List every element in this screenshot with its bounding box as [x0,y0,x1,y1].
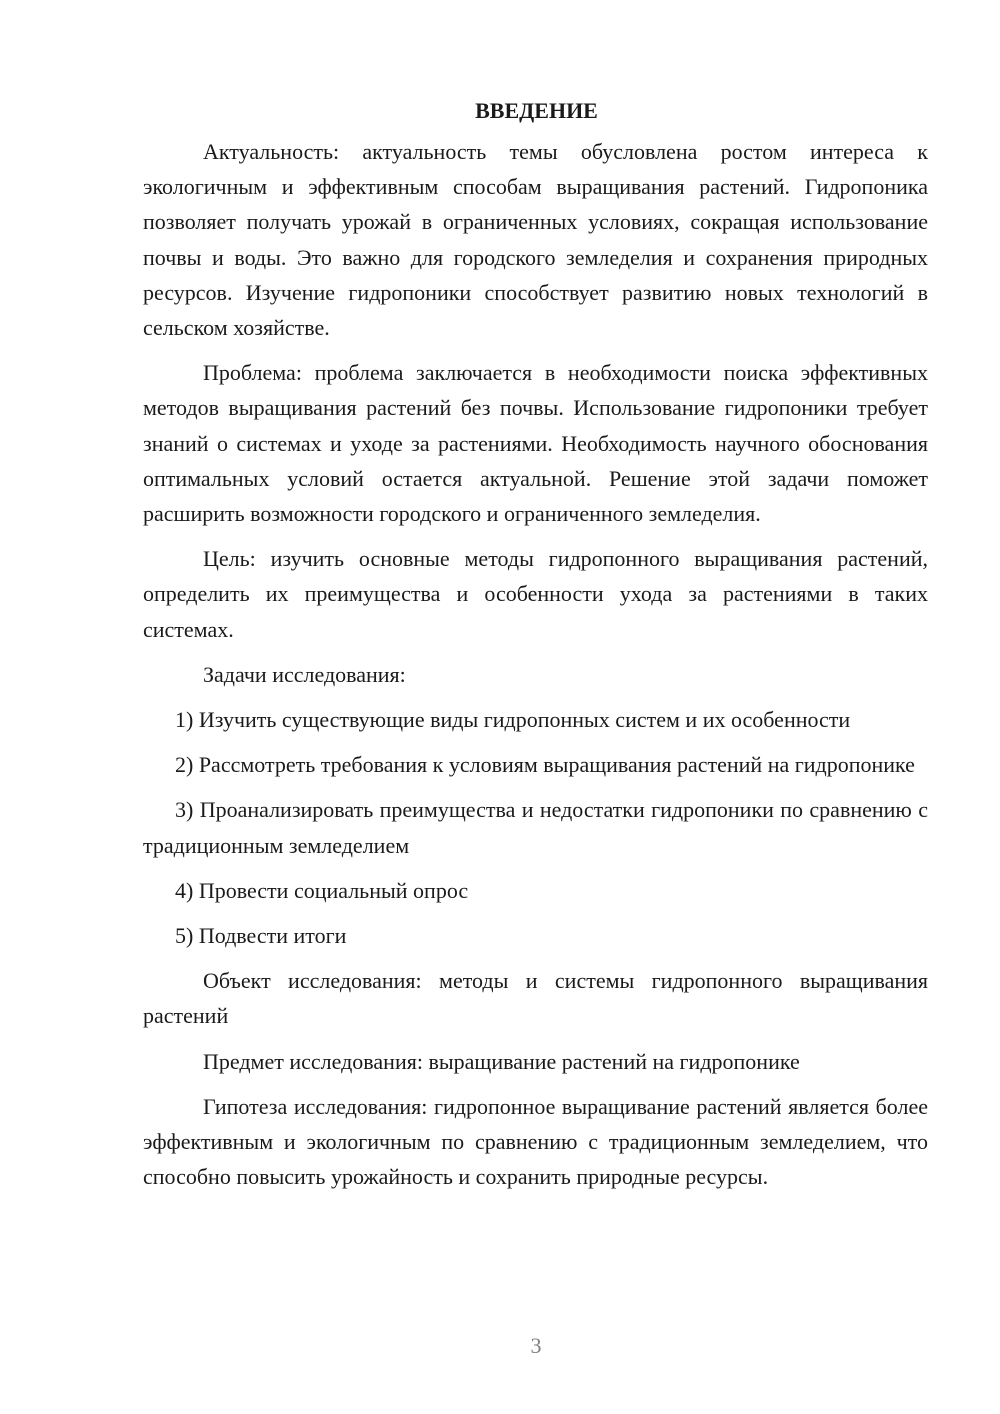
page-number: 3 [530,1333,542,1358]
task-item-2: 2) Рассмотреть требования к условиям выращивания растений на гидропонике [175,752,915,778]
task-item-1: 1) Изучить существующие виды гидропонных систем и их особенности [175,707,851,733]
hypothesis-paragraph: Гипотеза исследования: гидропонное выращивание растений является более эффективным и экологичным по сравнению с традиционным земледелием, что способно повысить урожайность и сохранить природные ресурсы. [143,1093,928,1190]
task-item-4: 4) Провести социальный опрос [175,877,469,903]
problem-paragraph: Проблема: проблема заключается в необходимости поиска эффективных методов выращивания растений без почвы. Использование гидропоники требует знаний о системах и уходе за растениями. Необходимость научного обоснования оптимальных условий остается актуальной. Решение этой задачи поможет расширить возможности городского и ограниченного земледелия. [143,360,928,527]
section-heading: ВВЕДЕНИЕ [475,98,598,123]
object-paragraph: Объект исследования: методы и системы гидропонного выращивания растений [143,968,928,1029]
tasks-title: Задачи исследования: [203,661,406,687]
task-item-3: 3) Проанализировать преимущества и недостатки гидропоники по сравнению с традиционным земледелием [143,797,928,858]
task-item-5: 5) Подвести итоги [175,923,347,949]
document-page [143,96,928,1204]
goal-paragraph: Цель: изучить основные методы гидропонного выращивания растений, определить их преимущества и особенности ухода за растениями в таких системах. [143,546,928,642]
relevance-paragraph: Актуальность: актуальность темы обусловлена ростом интереса к экологичным и эффективным способам выращивания растений. Гидропоника позволяет получать урожай в ограниченных условиях, сокращая использование почвы и воды. Это важно для городского земледелия и сохранения природных ресурсов. Изучение гидропоники способствует развитию новых технологий в сельском хозяйстве. [143,139,928,341]
subject-paragraph: Предмет исследования: выращивание растений на гидропонике [203,1048,800,1074]
